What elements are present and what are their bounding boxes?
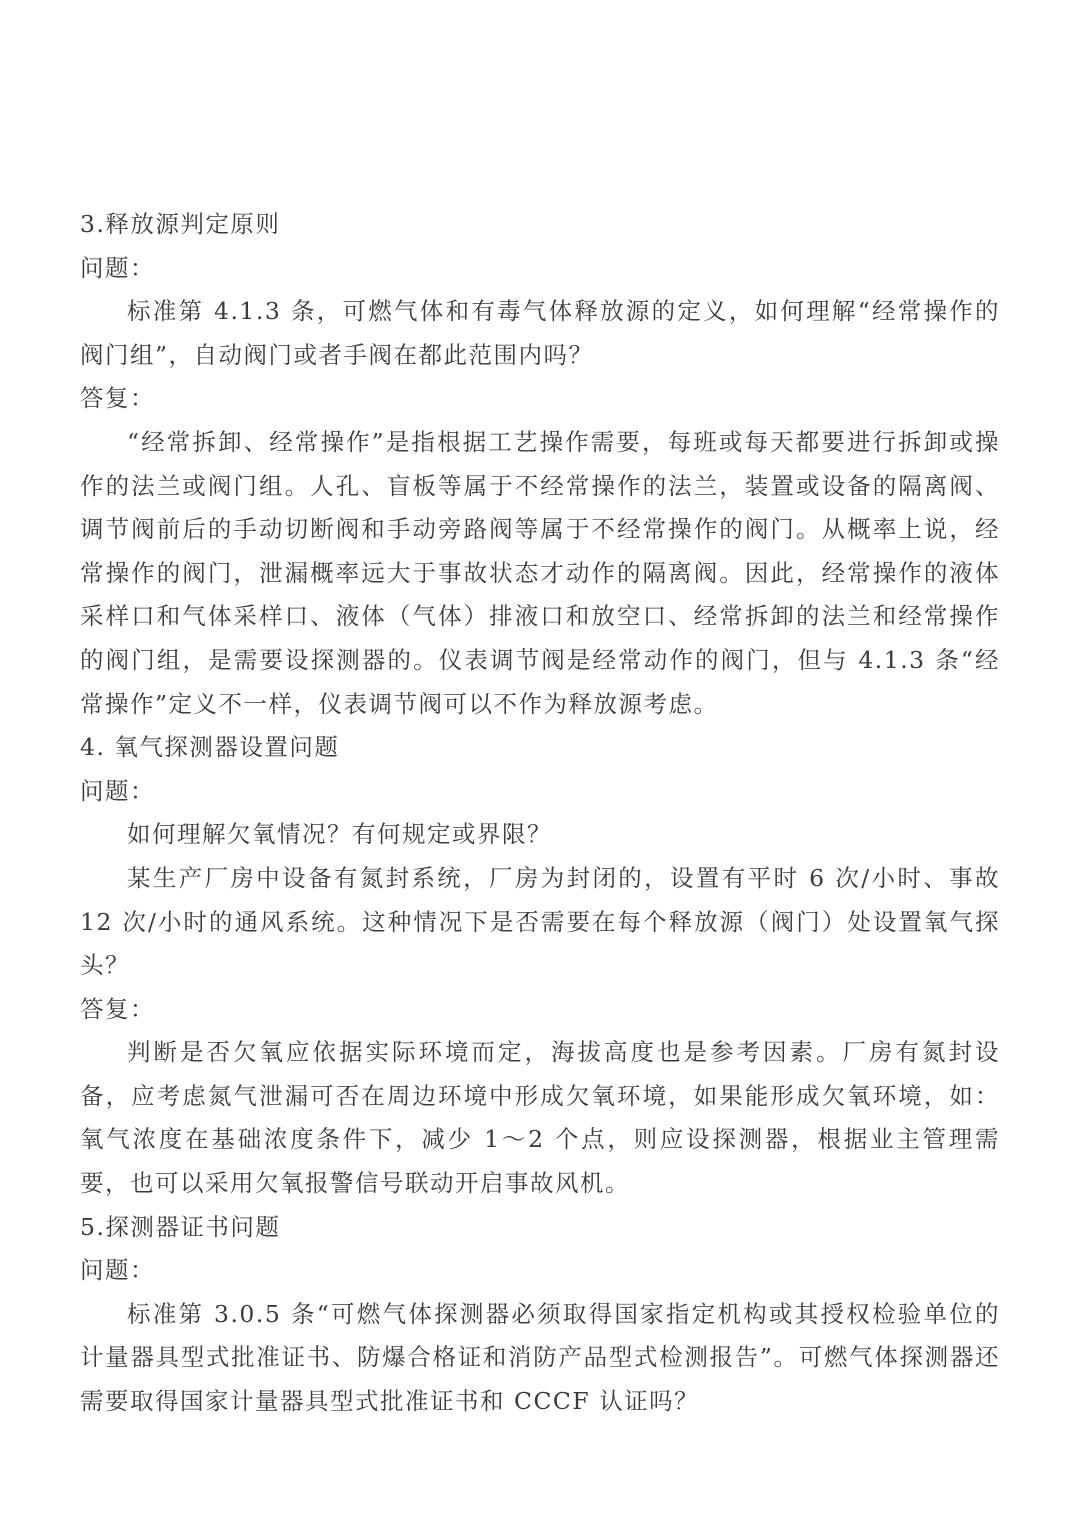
answer-paragraph: 判断是否欠氧应依据实际环境而定，海拔高度也是参考因素。厂房有氮封设备，应考虑氮气泄漏可否在周边环境中形成欠氧环境，如果能形成欠氧环境，如：氧气浓度在基础浓度条件下，减少 1～2 个点，则应设探测器，根据业主管理需要，也可以采用欠氧报警信号联动开启事故风机。 — [80, 1038, 1000, 1198]
answer-label: 答复： — [80, 994, 155, 1023]
question-label: 问题： — [80, 1256, 155, 1285]
question-paragraph: 某生产厂房中设备有氮封系统，厂房为封闭的，设置有平时 6 次/小时、事故 12 次/小时的通风系统。这种情况下是否需要在每个释放源（阀门）处设置氧气探头？ — [80, 863, 1000, 980]
answer-label: 答复： — [80, 384, 155, 413]
question-paragraph: 如何理解欠氧情况？有何规定或界限？ — [127, 820, 552, 849]
answer-paragraph: “经常拆卸、经常操作”是指根据工艺操作需要，每班或每天都要进行拆卸或操作的法兰或阀门组。人孔、盲板等属于不经常操作的法兰，装置或设备的隔离阀、调节阀前后的手动切断阀和手动旁路阀等属于不经常操作的阀门。从概率上说，经常操作的阀门，泄漏概率远大于事故状态才动作的隔离阀。因此，经常操作的液体采样口和气体采样口、液体（气体）排液口和放空口、经常拆卸的法兰和经常操作的阀门组，是需要设探测器的。仪表调节阀是经常动作的阀门，但与 4.1.3 条“经常操作”定义不一样，仪表调节阀可以不作为释放源考虑。 — [80, 427, 1000, 718]
document-body — [80, 203, 1000, 1424]
question-label: 问题： — [80, 253, 155, 282]
section-heading: 4. 氧气探测器设置问题 — [80, 733, 340, 762]
section-heading: 5.探测器证书问题 — [80, 1212, 281, 1241]
question-paragraph: 标准第 3.0.5 条“可燃气体探测器必须取得国家指定机构或其授权检验单位的计量器具型式批准证书、防爆合格证和消防产品型式检测报告”。可燃气体探测器还需要取得国家计量器具型式批准证书和 CCCF 认证吗？ — [80, 1299, 1000, 1416]
section-heading: 3.释放源判定原则 — [80, 210, 281, 238]
question-paragraph: 标准第 4.1.3 条，可燃气体和有毒气体释放源的定义，如何理解“经常操作的阀门组”，自动阀门或者手阀在都此范围内吗？ — [80, 297, 1000, 369]
question-label: 问题： — [80, 776, 155, 805]
